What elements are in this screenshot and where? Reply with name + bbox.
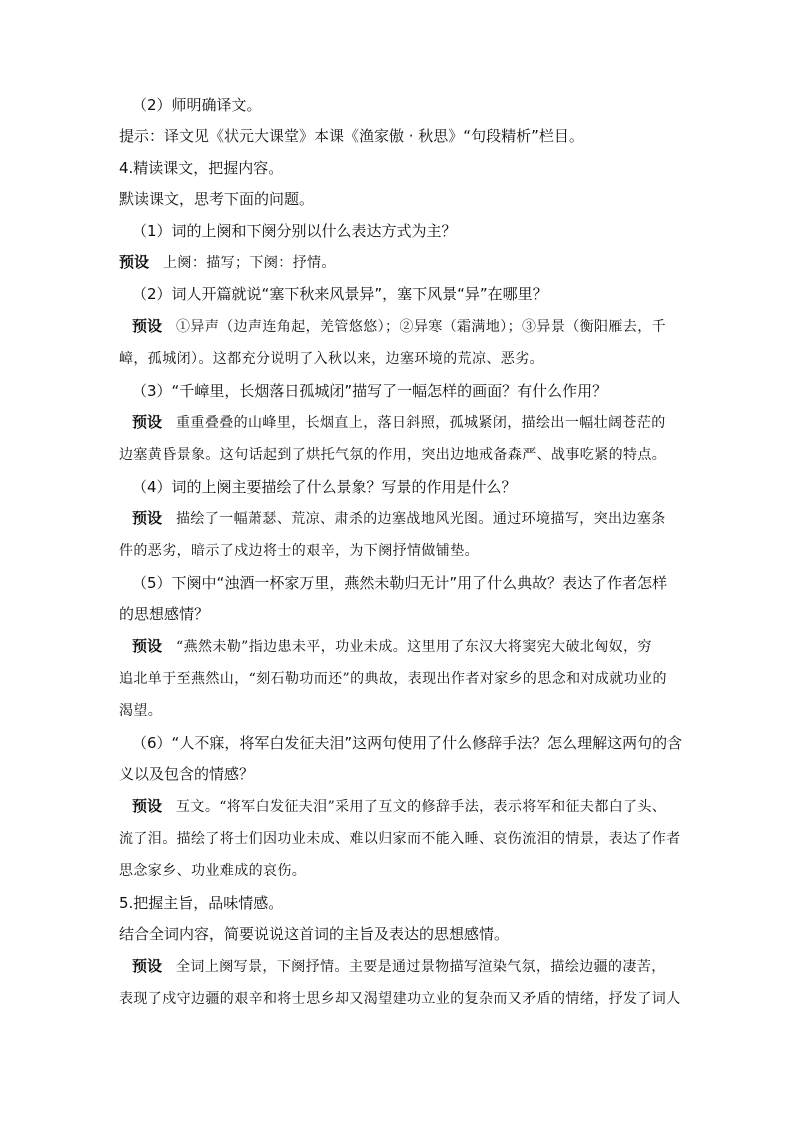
question-3: （3）“千嶂里，长烟落日孤城闭”描写了一幅怎样的画面？有什么作用？ bbox=[132, 381, 608, 400]
answer-6-line-3 bbox=[117, 860, 717, 882]
step-2-line: （2）师明确译文。 bbox=[132, 96, 262, 114]
answer-5-text-2: 追北单于至燕然山，“刻石勒功而还”的典故，表现出作者对家乡的思念和对成就功业的 bbox=[119, 671, 667, 688]
preset-label: 预设 bbox=[132, 316, 163, 335]
question-4: （4）词的上阕主要描绘了什么景象？写景的作用是什么？ bbox=[132, 477, 517, 496]
question-5-line-2: 的思想感情？ bbox=[119, 605, 210, 624]
answer-6-text-1: 互文。“将军白发征夫泪”采用了互文的修辞手法，表示将军和征夫都白了头、 bbox=[176, 798, 667, 815]
answer-1 bbox=[117, 252, 717, 274]
document-body bbox=[117, 95, 717, 1020]
answer-5-line-2 bbox=[117, 668, 717, 690]
answer-5-text-1: “燕然未勒”指边患未平，功业未成。这里用了东汉大将窦宪大破北匈奴，穷 bbox=[176, 638, 652, 655]
answer-3-text-2: 边塞黄昏景象。这句话起到了烘托气氛的作用，突出边地戒备森严、战事吃紧的特点。 bbox=[119, 447, 667, 464]
hint-line: 提示：译文见《状元大课堂》本课《渔家傲 · 秋思》“句段精析”栏目。 bbox=[119, 127, 584, 146]
answer-2-line-1 bbox=[117, 316, 717, 338]
answer-3-line-1 bbox=[117, 412, 717, 434]
answer-3-text-1: 重重叠叠的山峰里，长烟直上，落日斜照，孤城紧闭，描绘出一幅壮阔苍茫的 bbox=[176, 414, 666, 431]
answer-6-line-1 bbox=[117, 796, 717, 818]
answer-2-text-2: 嶂，孤城闭）。这都充分说明了入秋以来，边塞环境的荒凉、恶劣。 bbox=[119, 351, 544, 368]
question-6-line-1: （6）“人不寐，将军白发征夫泪”这两句使用了什么修辞手法？怎么理解这两句的含 bbox=[132, 733, 683, 752]
answer-6-line-2 bbox=[117, 828, 717, 850]
preset-label: 预设 bbox=[132, 509, 163, 528]
question-2: （2）词人开篇就说“塞下秋来风景异”，塞下风景“异”在哪里？ bbox=[132, 285, 548, 304]
answer-3-line-2 bbox=[117, 444, 717, 466]
preset-label: 预设 bbox=[132, 636, 163, 655]
answer-2-text-1: ①异声（边声连角起，羌管悠悠）；②异寒（霜满地）；③异景（衡阳雁去，千 bbox=[176, 318, 667, 335]
question-5-line-1: （5）下阕中“浊酒一杯家万里，燕然未勒归无计”用了什么典故？表达了作者怎样 bbox=[132, 573, 668, 592]
section-5-heading: 5.把握主旨，品味情感。 bbox=[119, 893, 284, 912]
preset-label: 预设 bbox=[132, 412, 163, 431]
answer-5-text-3: 渴望。 bbox=[119, 703, 163, 720]
answer-s5-line-1 bbox=[117, 956, 717, 978]
question-1: （1）词的上阕和下阕分别以什么表达方式为主？ bbox=[132, 221, 457, 240]
answer-6-text-3: 思念家乡、功业难成的哀伤。 bbox=[119, 863, 307, 880]
answer-4-line-2 bbox=[117, 540, 717, 562]
preset-label: 预设 bbox=[119, 252, 150, 271]
answer-5-line-3 bbox=[117, 700, 717, 722]
section-4-heading: 4.精读课文，把握内容。 bbox=[119, 158, 284, 177]
answer-s5-text-1: 全词上阕写景，下阕抒情。主要是通过景物描写渲染气氛，描绘边疆的凄苦， bbox=[176, 958, 666, 975]
answer-s5-text-2: 表现了戍守边疆的艰辛和将士思乡却又渴望建功立业的复杂而又矛盾的情绪，抒发了词人 bbox=[119, 990, 681, 1007]
answer-s5-line-2 bbox=[117, 988, 717, 1010]
answer-4-line-1 bbox=[117, 508, 717, 530]
section-5-question: 结合全词内容，简要说说这首词的主旨及表达的思想感情。 bbox=[119, 925, 510, 944]
answer-1-text: 上阕：描写；下阕：抒情。 bbox=[163, 254, 336, 271]
answer-5-line-1 bbox=[117, 636, 717, 658]
instruction-line: 默读课文，思考下面的问题。 bbox=[119, 190, 315, 209]
answer-6-text-2: 流了泪。描绘了将士们因功业未成、难以归家而不能入睡、哀伤流泪的情景，表达了作者 bbox=[119, 830, 681, 847]
answer-4-text-2: 件的恶劣，暗示了戍边将士的艰辛，为下阕抒情做铺垫。 bbox=[119, 543, 479, 560]
question-6-line-2: 义以及包含的情感？ bbox=[119, 765, 255, 784]
preset-label: 预设 bbox=[132, 796, 163, 815]
preset-label: 预设 bbox=[132, 956, 163, 975]
answer-2-line-2 bbox=[117, 348, 717, 370]
answer-4-text-1: 描绘了一幅萧瑟、荒凉、肃杀的边塞战地风光图。通过环境描写，突出边塞条 bbox=[176, 511, 666, 528]
